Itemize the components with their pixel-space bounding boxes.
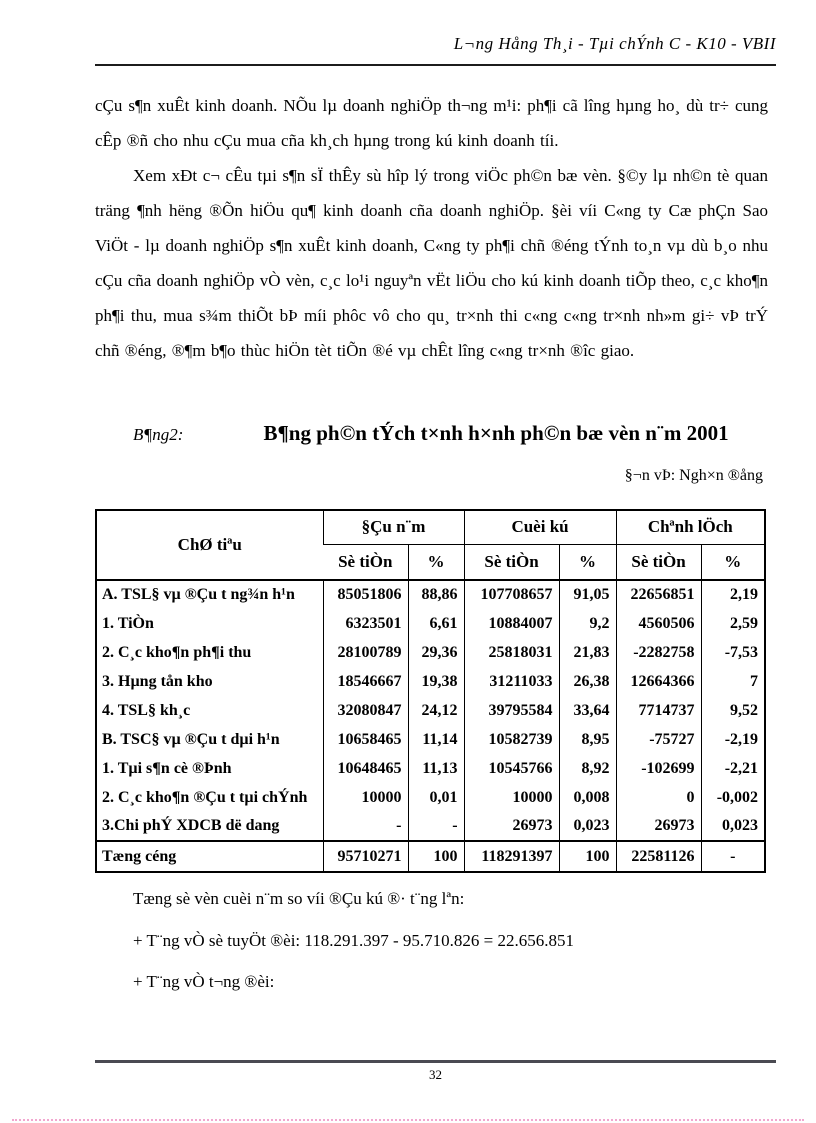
note-relative-increase: + T¨ng vÒ t¬ng ®èi: — [133, 972, 275, 991]
cell: 29,36 — [408, 638, 464, 667]
subheader-amount: Sè tiÒn — [616, 544, 701, 580]
column-group-difference: Chªnh lÖch — [616, 510, 765, 544]
cell: -2,21 — [701, 754, 765, 783]
cell: 18546667 — [323, 667, 408, 696]
cell: 0,023 — [559, 812, 616, 841]
subheader-percent: % — [408, 544, 464, 580]
bottom-dotted-line — [12, 1119, 804, 1121]
paragraph-1: cÇu s¶n xuÊt kinh doanh. NÕu lµ doanh nghiÖp th¬ng m¹i: ph¶i cã lîng hµng ho¸ dù tr÷ cung cÊp ®ñ cho nhu cÇu mua cña kh¸ch hµng trong kú kinh doanh tíi. — [95, 96, 768, 150]
cell: 7714737 — [616, 696, 701, 725]
cell: 8,95 — [559, 725, 616, 754]
cell: 21,83 — [559, 638, 616, 667]
cell: -102699 — [616, 754, 701, 783]
header-author-text: L¬ng Hång Th¸i - Tµi chÝnh C - K10 - VBII — [453, 34, 776, 53]
row-label: 4. TSL§ kh¸c — [102, 701, 191, 719]
row-label: 1. Tµi s¶n cè ®Þnh — [102, 759, 232, 777]
cell: -75727 — [616, 725, 701, 754]
cell: 22581126 — [616, 841, 701, 872]
cell: 32080847 — [323, 696, 408, 725]
cell: 10000 — [323, 783, 408, 812]
column-group-start-of-year: §Çu n¨m — [323, 510, 464, 544]
cell: 10648465 — [323, 754, 408, 783]
cell: 26,38 — [559, 667, 616, 696]
row-label: 1. TiÒn — [102, 614, 154, 632]
cell: 11,14 — [408, 725, 464, 754]
cell: 7 — [701, 667, 765, 696]
cell: 100 — [408, 841, 464, 872]
cell: 88,86 — [408, 580, 464, 609]
cell: 118291397 — [464, 841, 559, 872]
cell: 26973 — [464, 812, 559, 841]
page-number: 32 — [429, 1067, 442, 1082]
cell: 91,05 — [559, 580, 616, 609]
cell: 10884007 — [464, 609, 559, 638]
row-label: 3.Chi phÝ XDCB dë dang — [102, 817, 280, 834]
row-label: 2. C¸c kho¶n ph¶i thu — [102, 643, 252, 661]
cell: 85051806 — [323, 580, 408, 609]
caption-title: B¶ng ph©n tÝch t×nh h×nh ph©n bæ vèn n¨m 2001 — [263, 421, 729, 445]
cell: 19,38 — [408, 667, 464, 696]
paragraph-2: Xem xÐt c¬ cÊu tµi s¶n sÏ thÊy sù hîp lý trong viÖc ph©n bæ vèn. §©y lµ nh©n tè quan träng ¶nh hëng ®Õn hiÖu qu¶ kinh doanh cña doanh nghiÖp. §èi víi C«ng ty Cæ phÇn Sao ViÖt - lµ doanh nghiÖp s¶n xuÊt kinh doanh, C«ng ty ph¶i chñ ®éng tÝnh to¸n vµ dù b¸o nhu cÇu cña doanh nghiÖp vÒ vèn, c¸c lo¹i nguyªn vËt liÖu cho kú kinh doanh tiÕp theo, c¸c kho¶n ph¶i thu, mua s¾m thiÕt bÞ míi phôc vô cho qu¸ tr×nh thi c«ng c«ng tr×nh nh»m gi÷ vÞ trÝ chñ ®éng, ®¶m b¶o thùc hiÖn tèt tiÕn ®é vµ chÊt lîng c«ng tr×nh ®îc giao. — [95, 166, 768, 360]
cell: 95710271 — [323, 841, 408, 872]
table-row — [96, 696, 765, 725]
cell: 12664366 — [616, 667, 701, 696]
total-label: Tæng céng — [96, 841, 323, 872]
table-total-row — [96, 841, 765, 872]
cell: 9,52 — [701, 696, 765, 725]
subheader-amount: Sè tiÒn — [323, 544, 408, 580]
table-row — [96, 609, 765, 638]
cell: 4560506 — [616, 609, 701, 638]
table-row — [96, 725, 765, 754]
cell: 11,13 — [408, 754, 464, 783]
cell: - — [323, 812, 408, 841]
row-label: 2. C¸c kho¶n ®Çu t tµi chÝnh — [102, 788, 308, 806]
subheader-percent: % — [701, 544, 765, 580]
cell: 0,01 — [408, 783, 464, 812]
table-row — [96, 783, 765, 812]
page-header — [95, 34, 776, 54]
table-caption — [95, 421, 768, 446]
column-header-criteria: ChØ tiªu — [96, 510, 323, 580]
cell: 26973 — [616, 812, 701, 841]
table-row — [96, 812, 765, 841]
cell: 2,19 — [701, 580, 765, 609]
cell: 39795584 — [464, 696, 559, 725]
cell: 0,008 — [559, 783, 616, 812]
cell: -7,53 — [701, 638, 765, 667]
cell: 107708657 — [464, 580, 559, 609]
caption-label: B¶ng2: — [133, 425, 184, 444]
cell: 9,2 — [559, 609, 616, 638]
row-label: 3. Hµng tån kho — [102, 672, 213, 690]
cell: 24,12 — [408, 696, 464, 725]
table-header-group-row — [96, 510, 765, 544]
cell: 22656851 — [616, 580, 701, 609]
cell: 6323501 — [323, 609, 408, 638]
cell: 31211033 — [464, 667, 559, 696]
subheader-percent: % — [559, 544, 616, 580]
cell: - — [408, 812, 464, 841]
table-row — [96, 754, 765, 783]
row-label: A. TSL§ vµ ®Çu t ng¾n h¹n — [102, 586, 295, 603]
cell: 2,59 — [701, 609, 765, 638]
subheader-amount: Sè tiÒn — [464, 544, 559, 580]
cell: 28100789 — [323, 638, 408, 667]
cell: -2,19 — [701, 725, 765, 754]
cell: 0,023 — [701, 812, 765, 841]
cell: 10582739 — [464, 725, 559, 754]
unit-note: §¬n vÞ: Ngh×n ®ång — [624, 467, 763, 484]
note-absolute-increase: + T¨ng vÒ sè tuyÖt ®èi: 118.291.397 - 95.710.826 = 22.656.851 — [133, 931, 575, 950]
header-rule — [95, 64, 776, 66]
cell: 6,61 — [408, 609, 464, 638]
note-total-increase: Tæng sè vèn cuèi n¨m so víi ®Çu kú ®· t¨ng lªn: — [133, 889, 465, 908]
table-row — [96, 580, 765, 609]
cell: - — [701, 841, 765, 872]
table-row — [96, 667, 765, 696]
cell: 0 — [616, 783, 701, 812]
cell: 10545766 — [464, 754, 559, 783]
capital-allocation-table — [95, 509, 766, 873]
footer-rule — [95, 1060, 776, 1063]
column-group-end-of-period: Cuèi kú — [464, 510, 616, 544]
table-row — [96, 638, 765, 667]
cell: 10000 — [464, 783, 559, 812]
cell: 33,64 — [559, 696, 616, 725]
cell: -2282758 — [616, 638, 701, 667]
cell: 10658465 — [323, 725, 408, 754]
cell: 100 — [559, 841, 616, 872]
cell: -0,002 — [701, 783, 765, 812]
cell: 25818031 — [464, 638, 559, 667]
cell: 8,92 — [559, 754, 616, 783]
row-label: B. TSC§ vµ ®Çu t dµi h¹n — [102, 730, 280, 748]
